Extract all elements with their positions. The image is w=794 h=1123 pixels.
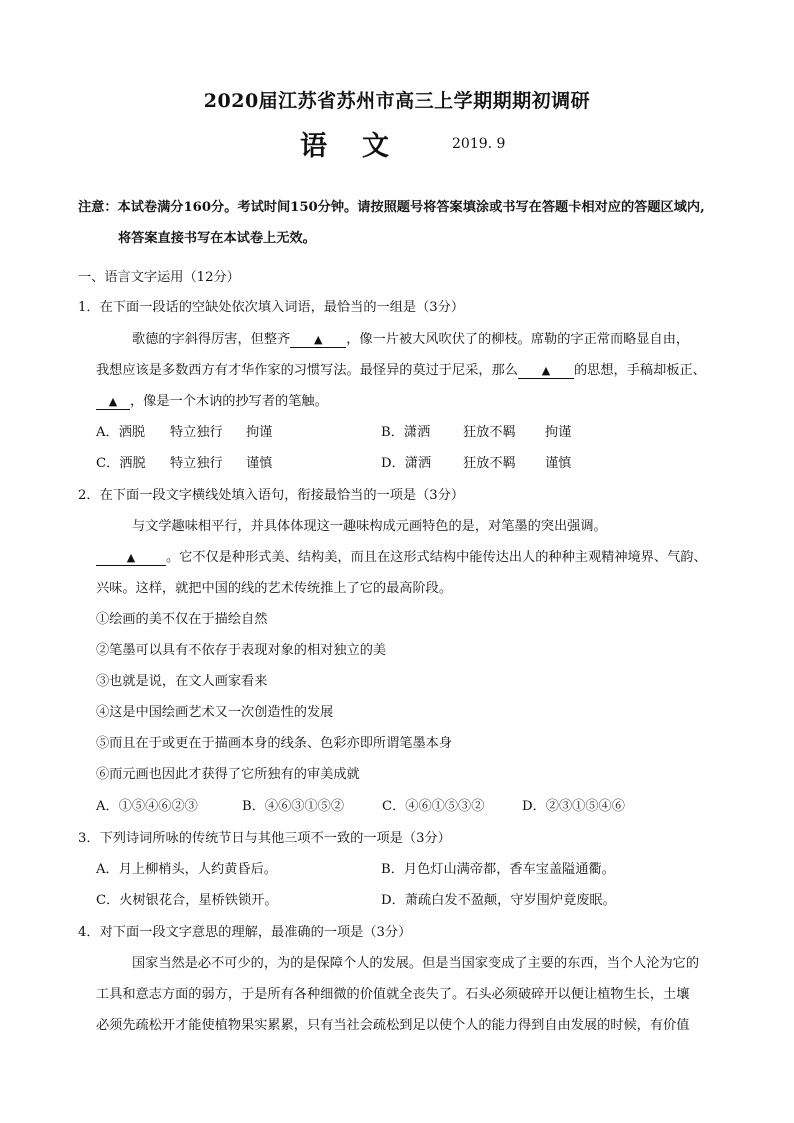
q2-item-5: ⑤而且在于或更在于描画本身的线条、色彩亦即所谓笔墨本身 bbox=[96, 736, 453, 751]
notice-line-1: 注意：本试卷满分160分。考试时间150分钟。请按照题号将答案填涂或书写在答题卡相对应的答题区域内, bbox=[78, 200, 705, 215]
q1-option-c: C．洒脱 特立独行 谨慎 bbox=[96, 456, 273, 471]
q2-blank: ▲ bbox=[96, 550, 166, 566]
q2-stem: 2．在下面一段文字横线处填入语句，衔接最恰当的一项是（3分） bbox=[78, 488, 465, 503]
q1-option-d: D．潇洒 狂放不羁 谨慎 bbox=[381, 456, 572, 471]
q4-passage-line-2: 工具和意志方面的弱方，于是所有各种细微的价值就全丧失了。石头必须破碎开以便让植物生长，土壤 bbox=[96, 987, 690, 1002]
q1-blank-3: ▲ bbox=[96, 394, 130, 410]
notice-line-2: 将答案直接书写在本试卷上无效。 bbox=[118, 231, 316, 246]
exam-title: 2020届江苏省苏州市高三上学期期期初调研 bbox=[203, 90, 591, 112]
q2-item-2: ②笔墨可以具有不依存于表现对象的相对独立的美 bbox=[96, 643, 387, 658]
q4-passage-line-3: 必须先疏松开才能使植物果实累累，只有当社会疏松到足以使个人的能力得到自由发展的时候，有价值 bbox=[96, 1018, 690, 1033]
q3-option-b: B．月色灯山满帝都，香车宝盖隘通衢。 bbox=[381, 862, 615, 877]
q2-option-d: D．②③①⑤④⑥ bbox=[522, 799, 625, 814]
q2-item-4: ④这是中国绘画艺术又一次创造性的发展 bbox=[96, 705, 334, 720]
q1-stem: 1．在下面一段话的空缺处依次填入词语，最恰当的一组是（3分） bbox=[78, 300, 465, 315]
q2-option-a: A．①⑤④⑥②③ bbox=[96, 799, 198, 814]
q3-option-c: C．火树银花合，星桥铁锁开。 bbox=[96, 893, 278, 908]
q3-option-a: A．月上柳梢头，人约黄昏后。 bbox=[96, 862, 277, 877]
q3-stem: 3．下列诗词所咏的传统节日与其他三项不一致的一项是（3分） bbox=[78, 831, 451, 846]
q1-passage-line-1: 歌德的字斜得厉害，但整齐 ▲ ，像一片被大风吹伏了的柳枝。席勒的字正常而略显自由， bbox=[132, 332, 690, 347]
q1-blank-2: ▲ bbox=[518, 363, 574, 379]
subject-title bbox=[300, 124, 391, 163]
subject-char-2: 文 bbox=[362, 131, 391, 162]
q4-stem: 4．对下面一段文字意思的理解，最准确的一项是（3分） bbox=[78, 925, 412, 940]
q2-option-c: C．④⑥①⑤③② bbox=[382, 799, 485, 814]
q1-passage-line-3: ▲ ，像是一个木讷的抄写者的笔触。 bbox=[96, 392, 328, 412]
q4-passage-line-1: 国家当然是必不可少的，为的是保障个人的发展。但是当国家变成了主要的东西，当个人沦为它的 bbox=[132, 956, 700, 971]
subject-char-1: 语 bbox=[300, 131, 329, 162]
q3-option-d: D．萧疏白发不盈颠，守岁围炉竟废眠。 bbox=[381, 893, 616, 908]
q1-blank-1: ▲ bbox=[290, 332, 346, 348]
q2-item-6: ⑥而元画也因此才获得了它所独有的审美成就 bbox=[96, 767, 360, 782]
q1-option-b: B．潇洒 狂放不羁 拘谨 bbox=[381, 425, 572, 440]
q1-option-a: A．洒脱 特立独行 拘谨 bbox=[96, 425, 273, 440]
q2-passage-line-3: 兴味。这样，就把中国的线的艺术传统推上了它的最高阶段。 bbox=[96, 581, 453, 596]
q2-item-3: ③也就是说，在文人画家看来 bbox=[96, 674, 268, 689]
q2-option-b: B．④⑥③①⑤② bbox=[242, 799, 345, 814]
section-1-title: 一、语言文字运用（12分） bbox=[78, 270, 240, 285]
q2-item-1: ①绘画的美不仅在于描绘自然 bbox=[96, 612, 268, 627]
q2-passage-line-2: ▲ 。它不仅是种形式美、结构美，而且在这形式结构中能传达出人的种种主观精神境界、气韵、 bbox=[96, 548, 707, 568]
q2-passage-line-1: 与文学趣味相平行，并具体体现这一趣味构成元画特色的是，对笔墨的突出强调。 bbox=[132, 519, 607, 534]
q1-passage-line-2: 我想应该是多数西方有才华作家的习惯写法。最怪异的莫过于尼采，那么 ▲ 的思想，手稿却板正、 bbox=[96, 363, 706, 378]
exam-date: 2019. 9 bbox=[452, 136, 506, 152]
